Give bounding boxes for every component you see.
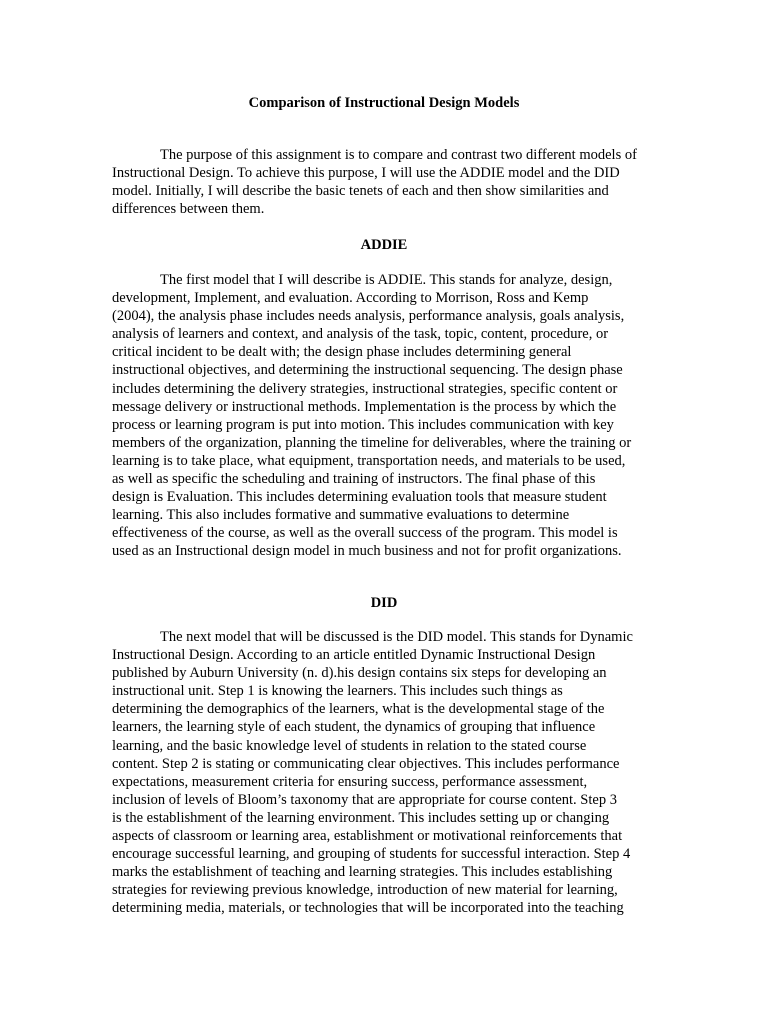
paragraph-line: analysis of learners and context, and analysis of the task, topic, content, procedure, or xyxy=(112,326,609,343)
document-title: Comparison of Instructional Design Models xyxy=(248,95,520,111)
paragraph-line: critical incident to be dealt with; the design phase includes determining general xyxy=(112,344,572,361)
paragraph-line: Instructional Design. According to an article entitled Dynamic Instructional Design xyxy=(112,647,596,664)
paragraph-line: aspects of classroom or learning area, establishment or motivational reinforcements that xyxy=(112,828,623,845)
section-heading-did: DID xyxy=(370,595,398,611)
paragraph-line: instructional objectives, and determining the instructional sequencing. The design phase xyxy=(112,362,623,379)
paragraph-line: used as an Instructional design model in much business and not for profit organizations. xyxy=(112,543,622,560)
paragraph-line: content. Step 2 is stating or communicating clear objectives. This includes performance xyxy=(112,755,620,772)
paragraph-line: marks the establishment of teaching and learning strategies. This includes establishing xyxy=(112,864,613,881)
paragraph-line: process or learning program is put into motion. This includes communication with key xyxy=(112,416,614,433)
paragraph-line: instructional unit. Step 1 is knowing the learners. This includes such things as xyxy=(112,683,563,700)
intro-paragraph xyxy=(112,146,637,218)
paragraph-line: design is Evaluation. This includes determining evaluation tools that measure student xyxy=(112,489,607,506)
paragraph-line: inclusion of levels of Bloom’s taxonomy that are appropriate for course content. Step 3 xyxy=(112,791,617,808)
paragraph-line: differences between them. xyxy=(112,201,265,218)
paragraph-line: is the establishment of the learning environment. This includes setting up or changing xyxy=(112,809,610,826)
addie-paragraph xyxy=(112,271,631,561)
paragraph-line: determining media, materials, or technologies that will be incorporated into the teaching xyxy=(112,900,624,917)
paragraph-line: learning, and the basic knowledge level of students in relation to the stated course xyxy=(112,737,587,754)
paragraph-line: as well as specific the scheduling and training of instructors. The final phase of this xyxy=(112,471,596,488)
paragraph-line: The first model that I will describe is ADDIE. This stands for analyze, design, xyxy=(160,272,613,288)
paragraph-line: The next model that will be discussed is the DID model. This stands for Dynamic xyxy=(160,629,633,645)
paragraph-line: model. Initially, I will describe the basic tenets of each and then show similarities and xyxy=(112,183,609,200)
paragraph-line: determining the demographics of the learners, what is the developmental stage of the xyxy=(112,701,605,718)
did-paragraph xyxy=(112,628,633,918)
paragraph-line: learners, the learning style of each student, the dynamics of grouping that influence xyxy=(112,719,596,736)
paragraph-line: includes determining the delivery strategies, instructional strategies, specific content or xyxy=(112,380,618,397)
paragraph-line: encourage successful learning, and grouping of students for successful interaction. Step 4 xyxy=(112,846,631,863)
paragraph-line: The purpose of this assignment is to compare and contrast two different models of xyxy=(160,147,637,163)
paragraph-line: expectations, measurement criteria for ensuring success, performance assessment, xyxy=(112,773,588,790)
paragraph-line: Instructional Design. To achieve this purpose, I will use the ADDIE model and the DID xyxy=(112,165,620,182)
paragraph-line: members of the organization, planning the timeline for deliverables, where the training or xyxy=(112,434,632,451)
paragraph-line: learning is to take place, what equipment, transportation needs, and materials to be used, xyxy=(112,452,626,469)
section-heading-addie: ADDIE xyxy=(360,237,408,253)
paragraph-line: published by Auburn University (n. d).his design contains six steps for developing an xyxy=(112,665,607,682)
paragraph-line: strategies for reviewing previous knowledge, introduction of new material for learning, xyxy=(112,882,618,899)
paragraph-line: effectiveness of the course, as well as the overall success of the program. This model is xyxy=(112,525,618,542)
paragraph-line: learning. This also includes formative and summative evaluations to determine xyxy=(112,507,570,524)
paragraph-line: message delivery or instructional methods. Implementation is the process by which the xyxy=(112,398,617,415)
paragraph-line: development, Implement, and evaluation. According to Morrison, Ross and Kemp xyxy=(112,290,589,307)
paragraph-line: (2004), the analysis phase includes needs analysis, performance analysis, goals analysis, xyxy=(112,308,625,325)
